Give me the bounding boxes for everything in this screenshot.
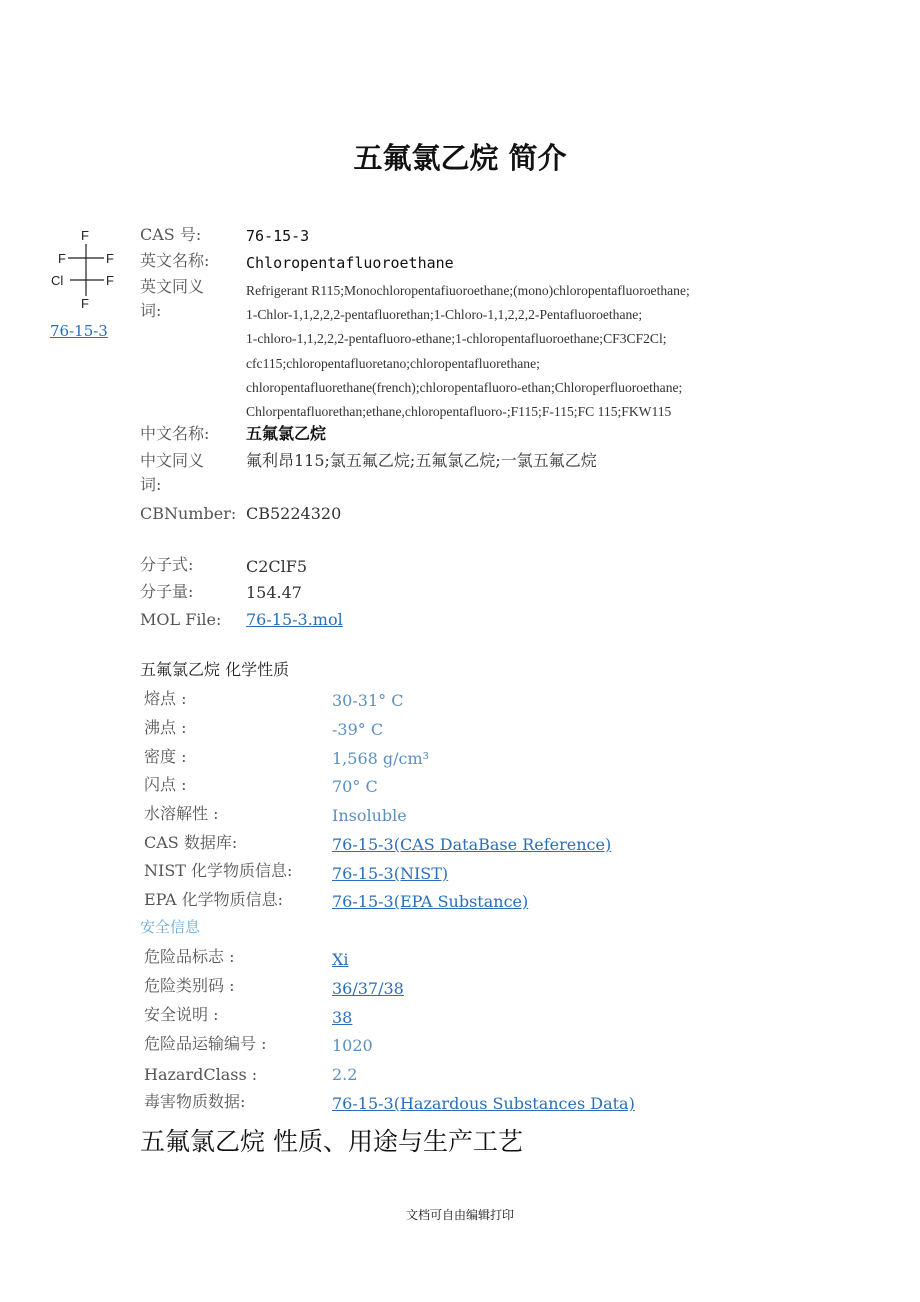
boiling-point-label: 沸点 : (144, 718, 187, 737)
synonym-line: 1-chloro-1,1,2,2,2-pentafluoro-ethane;1-chloropentafluoroethane;CF3CF2Cl; (246, 331, 667, 347)
mol-file-link[interactable]: 76-15-3.mol (246, 610, 343, 629)
hazard-class-value: 2.2 (332, 1065, 358, 1084)
english-synonyms-label: 英文同义 (140, 277, 205, 296)
chemical-properties-heading: 五氟氯乙烷 化学性质 (140, 660, 290, 679)
safety-info-heading: 安全信息 (140, 918, 201, 936)
hazard-class-label: HazardClass : (144, 1065, 258, 1084)
transport-number-value: 1020 (332, 1036, 373, 1055)
mol-file-label: MOL File: (140, 610, 222, 629)
cas-database-link[interactable]: 76-15-3(CAS DataBase Reference) (332, 835, 612, 854)
risk-codes-label: 危险类别码 : (144, 976, 235, 995)
page-title: 五氟氯乙烷 简介 (353, 141, 567, 175)
chinese-synonyms-value: 氟利昂115;氯五氟乙烷;五氟氯乙烷;一氯五氟乙烷 (246, 451, 597, 470)
footer-note: 文档可自由编辑打印 (405, 1208, 514, 1222)
density-label: 密度 : (144, 747, 187, 766)
melting-point-value: 30-31° C (332, 691, 404, 710)
epa-info-label: EPA 化学物质信息: (144, 890, 284, 909)
cas-value: 76-15-3 (246, 227, 310, 245)
flash-point-value: 70° C (332, 777, 378, 796)
chinese-name-value: 五氟氯乙烷 (246, 424, 327, 443)
cas-database-label: CAS 数据库: (144, 833, 238, 852)
water-solubility-label: 水溶解性 : (144, 804, 219, 823)
english-name-value: Chloropentafluoroethane (246, 254, 454, 272)
risk-codes-link[interactable]: 36/37/38 (332, 979, 404, 998)
nist-info-label: NIST 化学物质信息: (144, 861, 293, 880)
chinese-synonyms-label-cont: 词: (140, 475, 162, 494)
english-synonyms-list (246, 279, 886, 424)
molecular-weight-label: 分子量: (140, 582, 194, 601)
properties-uses-production-heading: 五氟氯乙烷 性质、用途与生产工艺 (140, 1127, 523, 1156)
boiling-point-value: -39° C (332, 720, 384, 739)
english-name-label: 英文名称: (140, 251, 210, 270)
epa-info-link[interactable]: 76-15-3(EPA Substance) (332, 892, 529, 911)
atom-label: F (81, 228, 89, 243)
nist-info-link[interactable]: 76-15-3(NIST) (332, 864, 449, 883)
safety-description-link[interactable]: 38 (332, 1008, 353, 1027)
melting-point-label: 熔点 : (144, 689, 187, 708)
synonym-line: Refrigerant R115;Monochloropentafiuoroethane;(mono)chloropentafluoroethane; (246, 283, 690, 298)
atom-label: Cl (51, 273, 64, 288)
english-synonyms-label-cont: 词: (140, 301, 162, 320)
synonym-line: Chlorpentafluorethan;ethane,chloropentafluoro-;F115;F-115;FC 115;FKW115 (246, 404, 672, 420)
chinese-synonyms-label: 中文同义 (140, 451, 205, 470)
cbnumber-value: CB5224320 (246, 504, 342, 523)
molecular-weight-value: 154.47 (246, 583, 302, 602)
safety-description-label: 安全说明 : (144, 1005, 219, 1024)
formula-value: C2ClF5 (246, 557, 308, 576)
atom-label: F (106, 251, 114, 266)
hazard-symbol-link[interactable]: Xi (332, 950, 349, 969)
water-solubility-value: Insoluble (332, 806, 407, 825)
synonym-line: cfc115;chloropentafluoretano;chloropentafluorethane; (246, 355, 540, 371)
molecule-structure-image (48, 226, 120, 312)
hazard-symbol-label: 危险品标志 : (144, 947, 235, 966)
toxic-substances-link[interactable]: 76-15-3(Hazardous Substances Data) (332, 1094, 635, 1113)
transport-number-label: 危险品运输编号 : (144, 1034, 267, 1053)
flash-point-label: 闪点 : (144, 775, 187, 794)
synonym-line: chloropentafluorethane(french);chloropentafluoro-ethan;Chloroperfluoroethane; (246, 379, 683, 395)
cbnumber-label: CBNumber: (140, 504, 237, 523)
density-value: 1,568 g/cm³ (332, 749, 430, 768)
chinese-name-label: 中文名称: (140, 424, 210, 443)
synonym-line: 1-Chlor-1,1,2,2,2-pentafluorethan;1-Chloro-1,1,2,2,2-Pentafluoroethane; (246, 307, 643, 323)
formula-label: 分子式: (140, 555, 194, 574)
atom-label: F (58, 251, 66, 266)
atom-label: F (106, 273, 114, 288)
structure-cas-link[interactable]: 76-15-3 (50, 322, 108, 340)
toxic-substances-label: 毒害物质数据: (144, 1092, 246, 1111)
atom-label: F (81, 296, 89, 311)
cas-label: CAS 号: (140, 225, 202, 244)
